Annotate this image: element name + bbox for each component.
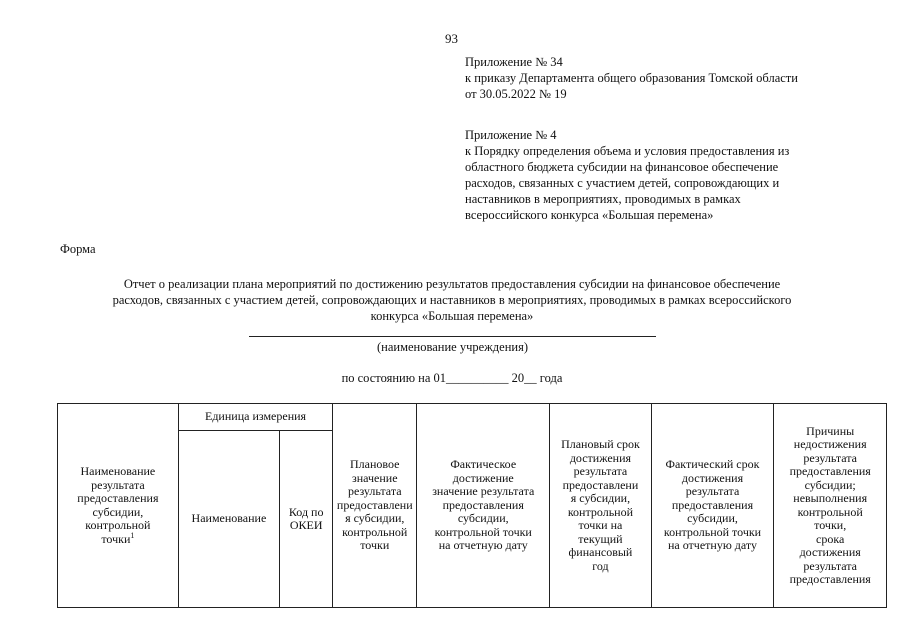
table-header-row	[58, 404, 887, 431]
institution-name-line	[249, 336, 656, 337]
form-label: Форма	[60, 242, 96, 256]
header-planned-deadline: Плановый срок достижения результата предоставлени я субсидии, контрольной точки на текущий финансовый год	[550, 404, 651, 608]
report-title-line: конкурса «Большая перемена»	[370, 309, 534, 323]
report-table	[57, 403, 887, 608]
page-number: 93	[445, 31, 458, 46]
as-of-date-line: по состоянию на 01__________ 20__ года	[341, 371, 563, 385]
appendix-34-line: к приказу Департамента общего образования Томской области	[465, 71, 798, 85]
header-result-name: Наименование результата предоставления субсидии, контрольной точки$^1$	[58, 404, 179, 608]
header-reasons: Причины недостижения результата предоставления субсидии; невыполнения контрольной точки, срока достижения результата предоставления	[774, 404, 887, 608]
report-title	[60, 276, 844, 324]
header-unit-name: Наименование	[178, 431, 279, 608]
appendix-34-block	[465, 54, 885, 102]
appendix-34-line: Приложение № 34	[465, 55, 563, 69]
appendix-4-block	[465, 127, 845, 223]
header-actual-achievement: Фактическое достижение значение результата предоставления субсидии, контрольной точки на отчетную дату	[417, 404, 550, 608]
appendix-4-line: областного бюджета субсидии на финансовое обеспечение	[465, 160, 779, 174]
appendix-4-line: расходов, связанных с участием детей, сопровождающих и	[465, 176, 780, 190]
header-actual-deadline: Фактический срок достижения результата предоставления субсидии, контрольной точки на отчетную дату	[651, 404, 774, 608]
institution-caption: (наименование учреждения)	[377, 340, 528, 354]
report-title-line: Отчет о реализации плана мероприятий по достижению результатов предоставления субсидии на финансовое обеспечение	[123, 277, 781, 291]
appendix-34-line: от 30.05.2022 № 19	[465, 87, 567, 101]
appendix-4-line: всероссийского конкурса «Большая перемена»	[465, 208, 714, 222]
header-planned-value: Плановое значение результата предоставлени я субсидии, контрольной точки	[333, 404, 417, 608]
header-okei-code: Код по ОКЕИ	[280, 431, 333, 608]
appendix-4-line: Приложение № 4	[465, 128, 557, 142]
header-unit-group: Единица измерения	[178, 404, 333, 431]
footnote-marker: 1	[130, 530, 135, 540]
appendix-4-line: наставников в мероприятиях, проводимых в рамках	[465, 192, 741, 206]
appendix-4-line: к Порядку определения объема и условия предоставления из	[465, 144, 790, 158]
report-title-line: расходов, связанных с участием детей, сопровождающих и наставников в мероприятиях, проводимых в рамках всероссийского	[112, 293, 792, 307]
